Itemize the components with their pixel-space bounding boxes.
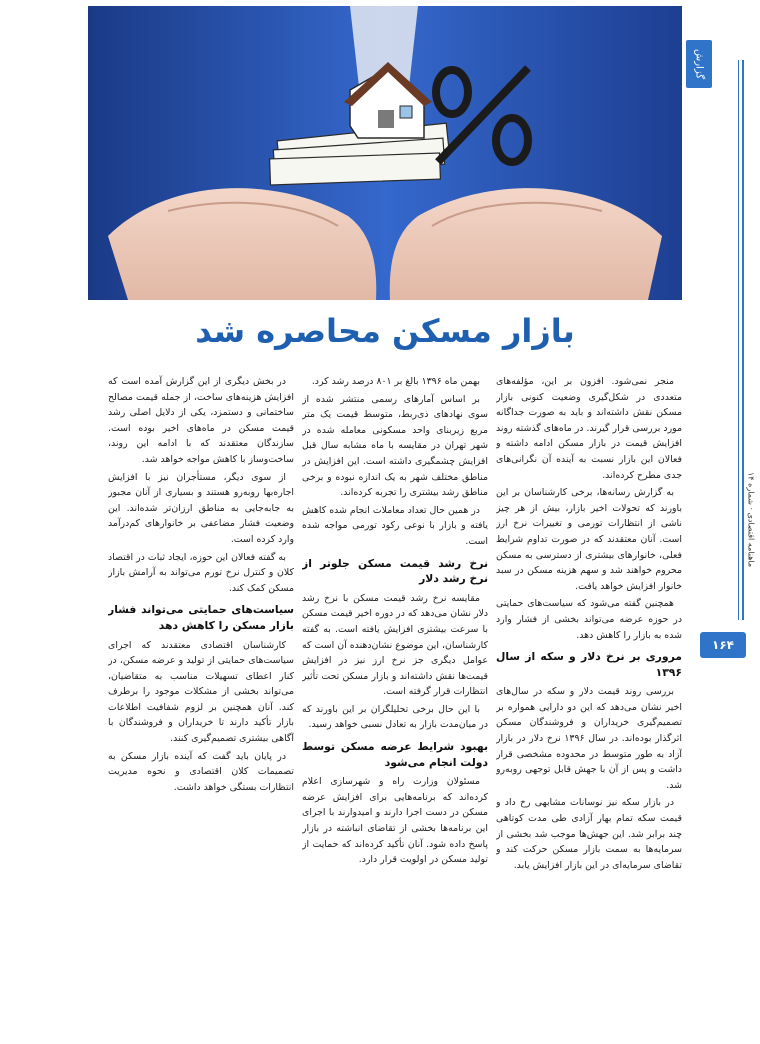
article-title: بازار مسکن محاصره شد xyxy=(195,312,575,350)
paragraph: در پایان باید گفت که آینده بازار مسکن به تصمیمات کلان اقتصادی و نحوه مدیریت انتظارات بستگی خواهد داشت. xyxy=(108,750,294,793)
paragraph: همچنین گفته می‌شود که سیاست‌های حمایتی در حوزه عرضه می‌تواند بخشی از فشار وارد شده به بازار را کاهش دهد. xyxy=(496,598,682,641)
section-tab[interactable] xyxy=(686,40,712,88)
paragraph: در بازار سکه نیز نوسانات مشابهی رخ داد و قیمت سکه تمام بهار آزادی طی مدت کوتاهی چند برابر شد. این جهش‌ها موجب شد بخشی از سرمایه‌ها به سمت بازار مسکن حرکت کند و تقاضای سرمایه‌ای در این بازار افزایش یابد. xyxy=(496,797,682,871)
hero-image xyxy=(88,6,682,300)
sidebar-rule-thin xyxy=(738,60,739,620)
section-heading: سیاست‌های حمایتی می‌تواند فشار بازار مسکن را کاهش دهد xyxy=(108,603,294,632)
paragraph: مقایسه نرخ رشد قیمت مسکن با نرخ رشد دلار نشان می‌دهد که در دوره اخیر قیمت مسکن با سرعت بیشتری افزایش یافته است. به گفته کارشناسان، این موضوع نشان‌دهنده آن است که عوامل دیگری جز نرخ ارز نیز در افزایش قیمت‌ها نقش داشته‌اند و بازار مسکن تحت تأثیر انتظارات قرار گرفته است. xyxy=(302,592,488,698)
paragraph: در بخش دیگری از این گزارش آمده است که افزایش هزینه‌های ساخت، از جمله قیمت مصالح ساختمانی و دستمزد، یکی از دلایل اصلی رشد قیمت مسکن در ماه‌های اخیر بوده است. سازندگان معتقدند که با ادامه این روند، ساخت‌وساز با کاهش مواجه خواهد شد. xyxy=(108,376,294,465)
running-header xyxy=(744,420,758,620)
hands-house-percent-illustration xyxy=(88,6,682,300)
paragraph: کارشناسان اقتصادی معتقدند که اجرای سیاست‌های حمایتی از تولید و عرضه مسکن، در کنار اعطای تسهیلات مناسب به متقاضیان، می‌تواند بخشی از مشکلات موجود را برطرف کند. آنان همچنین بر لزوم شفافیت اطلاعات بازار تأکید دارند تا خریداران و فروشندگان با آگاهی بیشتری تصمیم‌گیری کنند. xyxy=(108,639,294,745)
article-column-3 xyxy=(108,374,294,1038)
paragraph: منجر نمی‌شود. افزون بر این، مؤلفه‌های متعددی در شکل‌گیری وضعیت کنونی بازار مسکن نقش داشته‌اند و باید به صورت جداگانه مورد بررسی قرار گیرند. در ماه‌های گذشته روند افزایش قیمت در بازار مسکن ادامه داشته و فعالان این بازار نسبت به آینده آن نگرانی‌های جدی مطرح کرده‌اند. xyxy=(496,376,682,481)
paragraph: بررسی روند قیمت دلار و سکه در سال‌های اخیر نشان می‌دهد که این دو دارایی همواره بر تصمیم‌گیری خریداران و فروشندگان مسکن اثرگذار بوده‌اند. در سال ۱۳۹۶ نرخ دلار در بازار آزاد به طور متوسط در محدوده مشخصی قرار داشت و پس از آن با جهش قابل توجهی روبه‌رو شد. xyxy=(496,686,682,791)
article-column-1 xyxy=(496,374,682,1038)
running-header-text: ماهنامه اقتصادی · شماره ۱۴ xyxy=(746,472,756,568)
page-number-text: ۱۶۴ xyxy=(712,638,734,652)
paragraph: با این حال برخی تحلیلگران بر این باورند که در میان‌مدت بازار به تعادل نسبی خواهد رسید. xyxy=(302,703,488,731)
paragraph: در همین حال تعداد معاملات انجام شده کاهش یافته و بازار با نوعی رکود تورمی مواجه شده است. xyxy=(302,504,488,547)
paragraph: به گفته فعالان این حوزه، ایجاد ثبات در اقتصاد کلان و کنترل نرخ تورم می‌تواند به آرامش بازار مسکن کمک کند. xyxy=(108,551,294,594)
article-column-2 xyxy=(302,374,488,1038)
page-number xyxy=(700,632,746,658)
section-heading: بهبود شرایط عرضه مسکن توسط دولت انجام می‌شود xyxy=(302,740,488,769)
paragraph: به گزارش رسانه‌ها، برخی کارشناسان بر این باورند که تحولات اخیر بازار، بیش از هر چیز ناشی از انتظارات تورمی و تغییرات نرخ ارز است. آنان معتقدند که در صورت تداوم شرایط فعلی، خانوارهای بیشتری از دسترسی به مسکن محروم خواهند شد و سهم هزینه مسکن در سبد خانوار افزایش خواهد یافت. xyxy=(496,487,682,592)
paragraph: از سوی دیگر، مستأجران نیز با افزایش اجاره‌بها روبه‌رو هستند و بسیاری از آنان مجبور به جابه‌جایی به مناطق ارزان‌تر شده‌اند. این وضعیت فشار مضاعفی بر خانوارهای کم‌درآمد وارد کرده است. xyxy=(108,471,294,545)
paragraph: بهمن ماه ۱۳۹۶ بالغ بر ۸۰۱ درصد رشد کرد. xyxy=(311,376,480,387)
section-tab-label: گزارش xyxy=(693,48,705,80)
section-heading: نرخ رشد قیمت مسکن جلوتر از نرخ رشد دلار xyxy=(302,556,488,586)
paragraph: بر اساس آمارهای رسمی منتشر شده از سوی نهادهای ذی‌ربط، متوسط قیمت یک متر مربع زیربنای واحد مسکونی معامله شده در شهر تهران در مقایسه با ماه مشابه سال قبل افزایش چشمگیری داشته است. این افزایش در مناطق مختلف شهر به یک اندازه نبوده و برخی مناطق رشد بیشتری را تجربه کرده‌اند. xyxy=(302,393,488,499)
section-heading: مروری بر نرخ دلار و سکه از سال ۱۳۹۶ xyxy=(496,650,682,679)
paragraph: مسئولان وزارت راه و شهرسازی اعلام کرده‌اند که برنامه‌هایی برای افزایش عرضه مسکن در دست اجرا دارند و امیدوارند با اجرای این برنامه‌ها بخشی از تقاضای انباشته در بازار پاسخ داده شود. آنان تأکید کرده‌اند که حمایت از تولید مسکن در اولویت قرار دارد. xyxy=(302,776,488,866)
